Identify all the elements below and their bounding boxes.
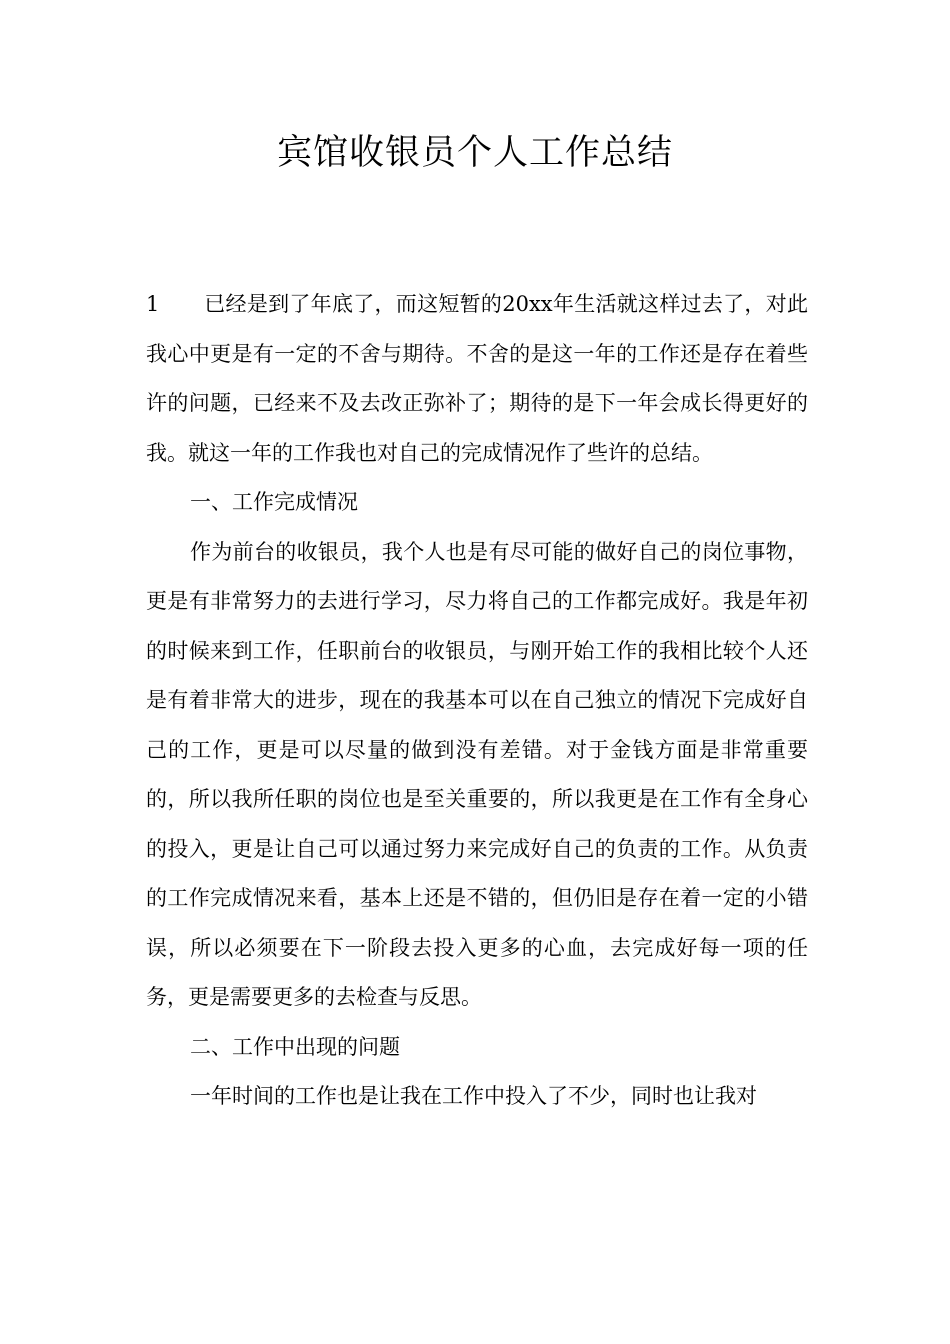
section-heading-1: 一、工作完成情况 (190, 490, 358, 514)
document-body (146, 280, 808, 1122)
intro-paragraph (146, 280, 808, 478)
intro-text: 已经是到了年底了，而这短暂的20xx年生活就这样过去了，对此我心中更是有一定的不舍与期待。不舍的是这一年的工作还是存在着些许的问题，已经来不及去改正弥补了；期待的是下一年会成长得更好的我。就这一年的工作我也对自己的完成情况作了些许的总结。 (146, 292, 808, 465)
section-1-paragraph: 作为前台的收银员，我个人也是有尽可能的做好自己的岗位事物，更是有非常努力的去进行学习，尽力将自己的工作都完成好。我是年初的时候来到工作，任职前台的收银员，与刚开始工作的我相比较个人还是有着非常大的进步，现在的我基本可以在自己独立的情况下完成好自己的工作，更是可以尽量的做到没有差错。对于金钱方面是非常重要的，所以我所任职的岗位也是至关重要的，所以我更是在工作有全身心的投入，更是让自己可以通过努力来完成好自己的负责的工作。从负责的工作完成情况来看，基本上还是不错的，但仍旧是存在着一定的小错误，所以必须要在下一阶段去投入更多的心血，去完成好每一项的任务，更是需要更多的去检查与反思。 (146, 539, 808, 1009)
paragraph-number: 1 (146, 292, 160, 316)
document-title: 宾馆收银员个人工作总结 (276, 133, 673, 173)
section-heading-2: 二、工作中出现的问题 (190, 1034, 400, 1059)
section-2-paragraph: 一年时间的工作也是让我在工作中投入了不少，同时也让我对 (190, 1084, 757, 1108)
